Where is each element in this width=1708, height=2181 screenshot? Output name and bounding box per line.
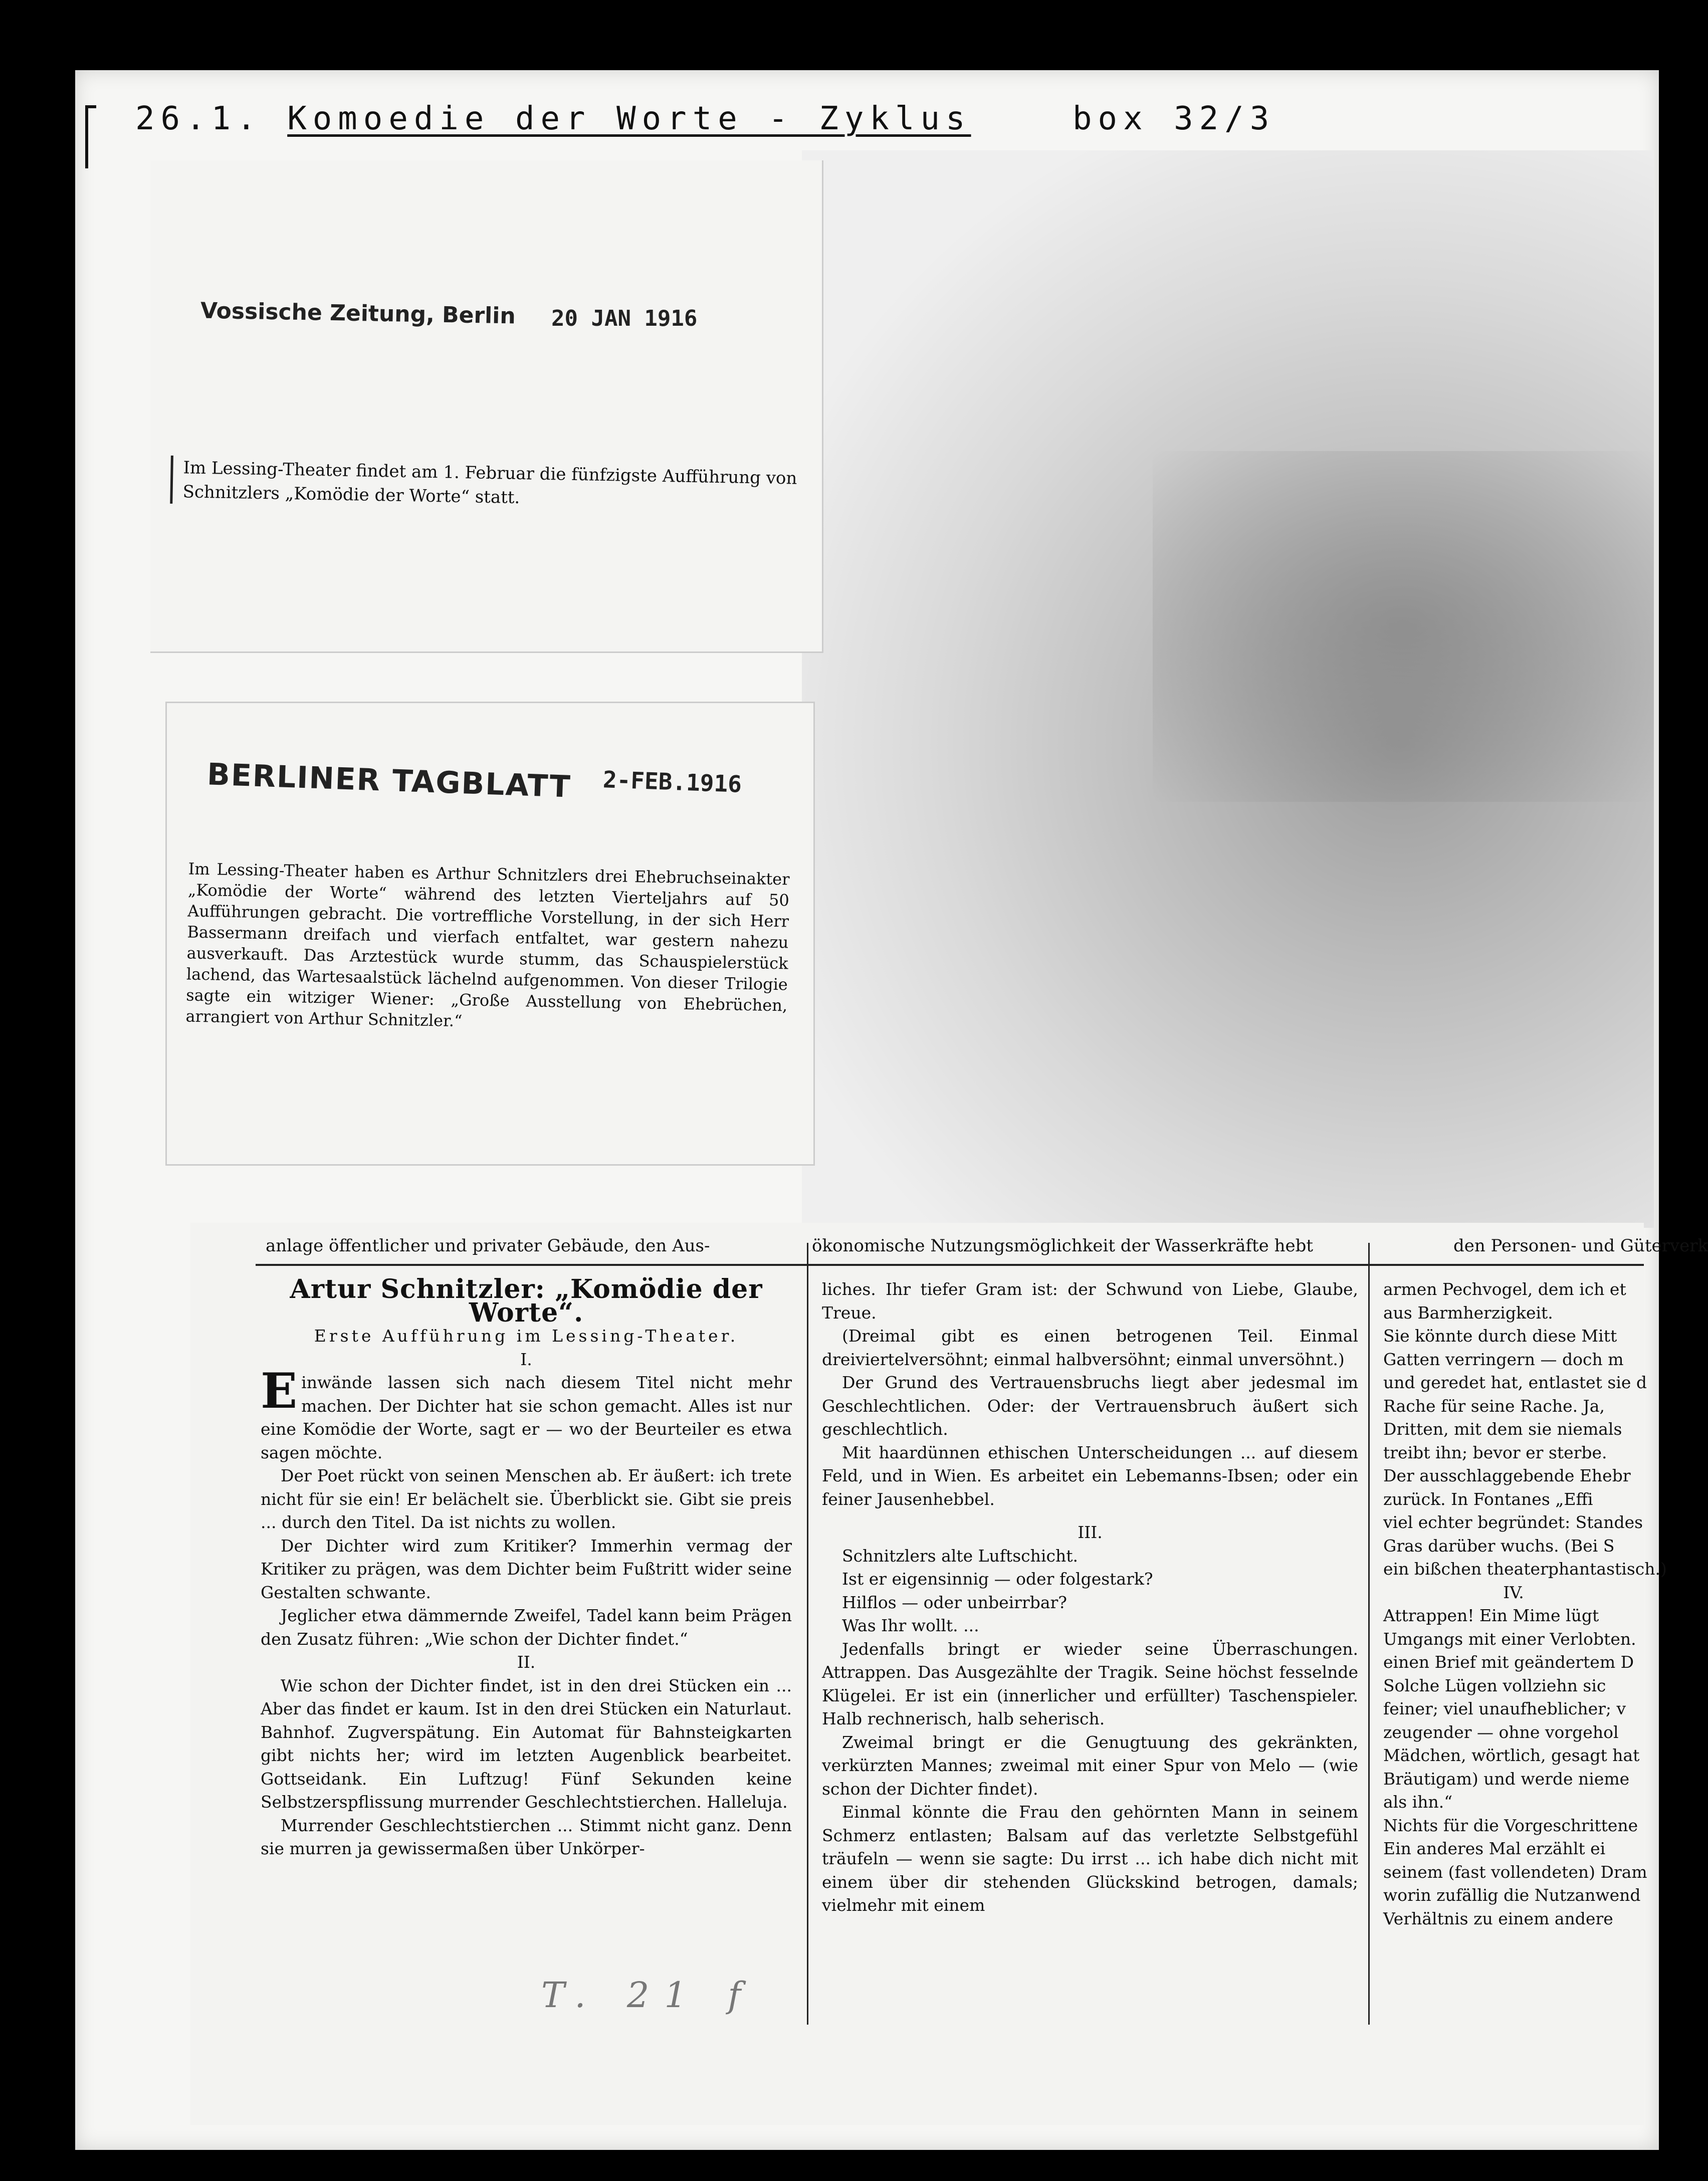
line: Hilflos — oder unbeirrbar? — [842, 1592, 1067, 1612]
column-3 — [1383, 1278, 1667, 1930]
column-1 — [261, 1274, 792, 1861]
newspaper-stamp: BERLINER TAGBLATT — [206, 757, 572, 805]
top-strip-col1: anlage öffentlicher und privater Gebäude, den Aus- — [266, 1236, 710, 1256]
paragraph: Mit haardünnen ethischen Unterscheidungen ... auf diesem Feld, und in Wien. Es arbeitet ein Lebemanns-Ibsen; oder ein feiner Jausenhebbel. — [822, 1442, 1358, 1509]
column-3-part-2 — [1383, 1604, 1647, 1930]
text-line: armen Pechvogel, dem ich et — [1383, 1279, 1626, 1299]
article-title: Artur Schnitzler: „Komödie der Worte“. — [290, 1274, 763, 1328]
paragraph: Einmal könnte die Frau den gehörnten Mann in seinem Schmerz entlasten; Balsam auf das verletzte Selbstgefühl träufeln — wenn sie sagte: Du irrst ... ich habe dich nicht mit einem über dir stehenden Glückskind betrogen, damals; vielmehr mit einem — [822, 1802, 1358, 1915]
paragraph: Wie schon der Dichter findet, ist in den drei Stücken ein ... Aber das findet er kaum. Ist in den drei Stücken ein Naturlaut. Bahnhof. Zugverspätung. Ein Automat für Bahnsteigkarten gibt nichts her; wird im letzten Augenblick bearbeitet. Gottseidank. Ein Luftzug! Fünf Sekunden keine Selbstzerspflissung murrender Geschlechtstierchen. Halleluja. — [261, 1675, 792, 1812]
drop-cap: E — [261, 1363, 298, 1419]
column-2 — [822, 1278, 1358, 1917]
clipping-tagblatt — [165, 702, 815, 1166]
article-subtitle: Erste Aufführung im Lessing-Theater. — [314, 1326, 739, 1346]
paragraph: Der Grund des Vertrauensbruchs liegt aber jedesmal im Geschlechtlichen. Oder: der Vertrauensbruch äußert sich geschlechtlich. — [822, 1373, 1358, 1439]
paragraph: Murrender Geschlechtstierchen ... Stimmt nicht ganz. Denn sie murren ja gewissermaßen über Unkörper- — [261, 1815, 792, 1858]
date-stamp: 2-FEB.1916 — [602, 766, 742, 798]
text-line: Dritten, mit dem sie niemals — [1383, 1419, 1622, 1439]
column-rule — [807, 1243, 808, 2025]
column-rule — [1368, 1243, 1370, 2025]
section-heading: II. — [517, 1652, 536, 1672]
paragraph: (Dreimal gibt es einen betrogenen Teil. Einmal dreiviertelversöhnt; einmal halbversöhnt; einmal unversöhnt.) — [822, 1326, 1358, 1369]
text-line: Mädchen, wörtlich, gesagt hat — [1383, 1746, 1640, 1765]
paragraph: Der Dichter wird zum Kritiker? Immerhin vermag der Kritiker zu prägen, was dem Dichter beim Fußtritt wider seine Gestalten schwante. — [261, 1536, 792, 1602]
header-number: 26.1. — [135, 100, 262, 137]
date-stamp: 20 JAN 1916 — [551, 306, 698, 331]
text-line: Der ausschlaggebende Ehebr — [1383, 1466, 1631, 1485]
clipping-review — [190, 1223, 1708, 2125]
text-line: Verhältnis zu einem andere — [1383, 1908, 1613, 1928]
text-line: Solche Lügen vollziehn sic — [1383, 1675, 1606, 1695]
text-line: ein bißchen theaterphantastisch.) — [1383, 1559, 1667, 1579]
column-3-part-1 — [1383, 1278, 1667, 1581]
text-line: Rache für seine Rache. Ja, — [1383, 1396, 1605, 1416]
header-box: box 32/3 — [1073, 100, 1275, 137]
text-line: viel echter begründet: Standes — [1383, 1512, 1643, 1532]
top-rule — [256, 1264, 1644, 1266]
text-line: feiner; viel unaufheblicher; v — [1383, 1699, 1626, 1718]
text-line: treibt ihn; bevor er sterbe. — [1383, 1442, 1607, 1462]
paragraph: Der Poet rückt von seinen Menschen ab. Er äußert: ich trete nicht für sie ein! Er belächelt sie. Überblickt sie. Gibt sie preis ... durch den Titel. Da ist nichts zu wollen. — [261, 1466, 792, 1532]
text-line: einen Brief mit geändertem D — [1383, 1652, 1634, 1672]
pencil-note: T. 21 f — [541, 1975, 756, 2016]
section-heading: IV. — [1503, 1582, 1524, 1602]
line: Ist er eigensinnig — oder folgestark? — [842, 1569, 1153, 1589]
line: Was Ihr wollt. ... — [842, 1616, 979, 1635]
notice-text: Im Lessing-Theater findet am 1. Februar die fünfzigste Aufführung von Schnitzlers „Komödie der Worte“ statt. — [170, 456, 804, 515]
paragraph: Zweimal bringt er die Genugtuung des gekränkten, verkürzten Mannes; zweimal mit einer Spur von Melo — (wie schon der Dichter findet). — [822, 1732, 1358, 1799]
section-heading: III. — [1078, 1522, 1103, 1542]
text-line: seinem (fast vollendeten) Dram — [1383, 1862, 1647, 1882]
clipping-vossische — [150, 160, 823, 653]
text-line: Gatten verringern — doch m — [1383, 1349, 1624, 1369]
background-photo — [802, 150, 1654, 1228]
text-line: zurück. In Fontanes „Effi — [1383, 1489, 1593, 1509]
text-line: Gras darüber wuchs. (Bei S — [1383, 1536, 1615, 1556]
paragraph: Jeglicher etwa dämmernde Zweifel, Tadel kann beim Prägen den Zusatz führen: „Wie schon der Dichter findet.“ — [261, 1606, 792, 1649]
text-line: Sie könnte durch diese Mitt — [1383, 1326, 1617, 1346]
line: Schnitzlers alte Luftschicht. — [842, 1546, 1078, 1566]
archive-header — [135, 100, 1275, 137]
text-line: Attrappen! Ein Mime lügt — [1383, 1606, 1599, 1625]
text-line: aus Barmherzigkeit. — [1383, 1302, 1553, 1323]
text-line: als ihn.“ — [1383, 1792, 1453, 1812]
notice-text: Im Lessing-Theater haben es Arthur Schnitzlers drei Ehebruchseinakter „Komödie der Worte“ während des letzten Vierteljahrs auf 50 Aufführungen gebracht. Die vortreffliche Vorstellung, in der sich Herr Bassermann dreifach und vierfach entfaltet, war gestern nahezu ausverkauft. Das Arztestück wurde stumm, das Schauspielerstück lachend, das Wartesaalstück lächelnd aufgenommen. Von dieser Trilogie sagte ein witziger Wiener: „Große Ausstellung von Ehebrüchen, arrangiert von Arthur Schnitzler.“ — [185, 859, 790, 1031]
text-line: Ein anderes Mal erzählt ei — [1383, 1839, 1606, 1858]
paragraph: liches. Ihr tiefer Gram ist: der Schwund von Liebe, Glaube, Treue. — [822, 1279, 1358, 1323]
text-line: Bräutigam) und werde nieme — [1383, 1769, 1630, 1789]
top-strip-col2: ökonomische Nutzungsmöglichkeit der Wasserkräfte hebt — [812, 1236, 1314, 1256]
newspaper-stamp: Vossische Zeitung, Berlin — [200, 298, 516, 329]
text-line: Umgangs mit einer Verlobten. — [1383, 1629, 1636, 1649]
paragraph: Einwände lassen sich nach diesem Titel nicht mehr machen. Der Dichter hat sie schon gemacht. Alles ist nur eine Komödie der Worte, sagt er — wo der Beurteiler es etwa sagen möchte. — [261, 1363, 792, 1462]
corner-bracket — [85, 105, 96, 168]
header-title: Komoedie der Worte - Zyklus — [287, 100, 971, 137]
text-line: Nichts für die Vorgeschrittene — [1383, 1815, 1638, 1835]
text-line: zeugender — ohne vorgehol — [1383, 1722, 1619, 1742]
section-heading: I. — [520, 1349, 532, 1369]
top-strip-col3: den Personen- und Güterverk — [1453, 1236, 1708, 1256]
top-strip — [266, 1233, 1708, 1260]
paragraph: Jedenfalls bringt er wieder seine Überraschungen. Attrappen. Das Ausgezählte der Tragik. Seine höchst fesselnde Klügelei. Er ist ein (innerlicher und erfüllter) Taschenspieler. Halb rechnerisch, halb seherisch. — [822, 1639, 1358, 1728]
text-line: worin zufällig die Nutzanwend — [1383, 1885, 1641, 1905]
text-line: und geredet hat, entlastet sie d — [1383, 1373, 1647, 1392]
